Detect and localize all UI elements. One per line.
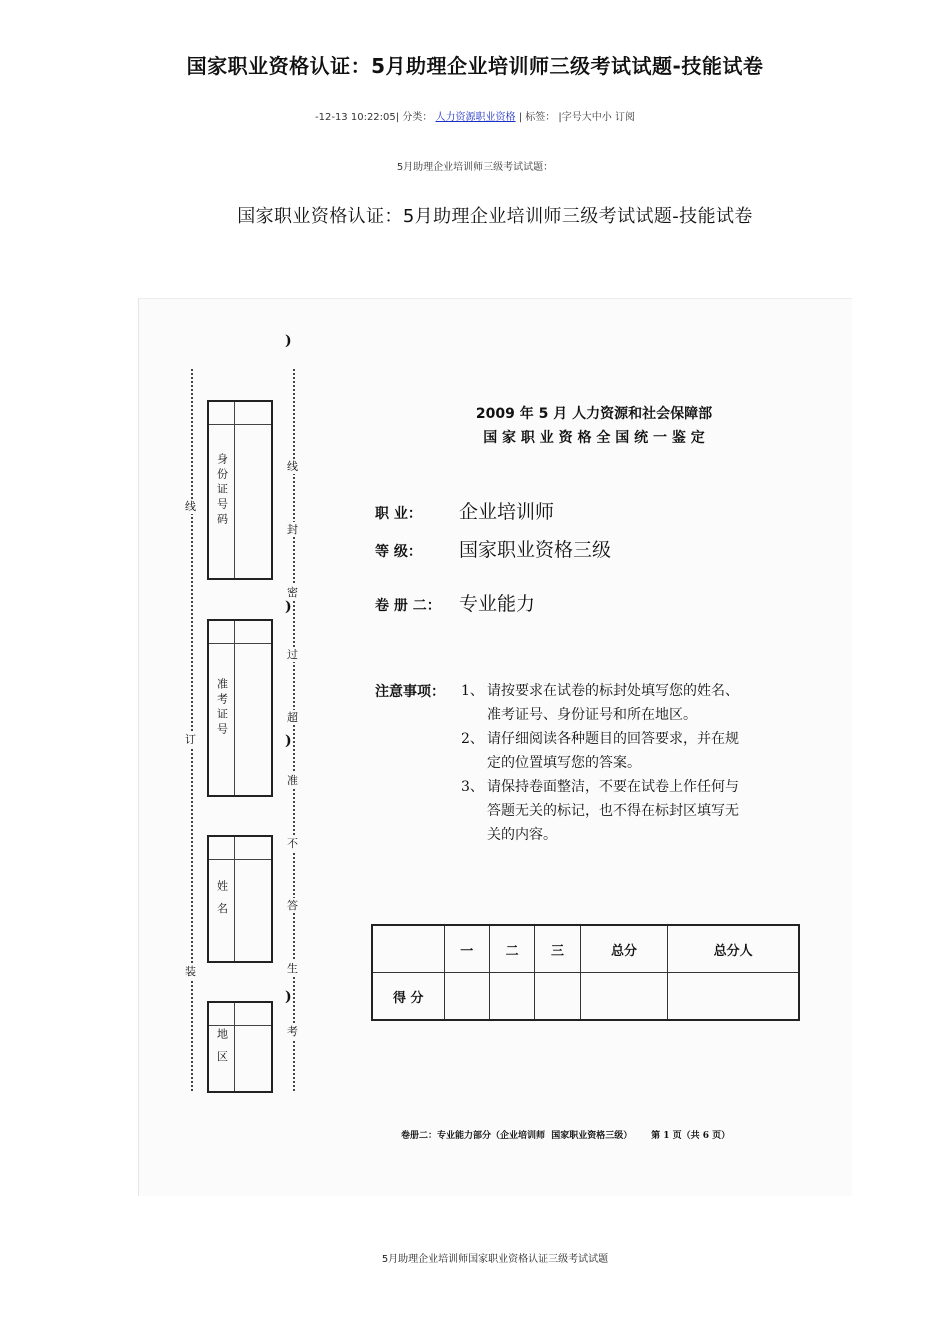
seal-char: 准 [287, 773, 298, 787]
notice-text: 关的内容。 [487, 827, 557, 843]
level-value: 国家职业资格三级 [459, 539, 612, 561]
meta-time: -12-13 10:22:05| [315, 112, 400, 123]
score-row-label: 得 分 [372, 973, 444, 1021]
exam-head-line2: 国 家 职 业 资 格 全 国 统 一 鉴 定 [483, 430, 705, 446]
article-meta [0, 108, 950, 123]
notice-item [461, 727, 805, 775]
seal-field-region [207, 1001, 273, 1093]
seal-char: 封 [287, 522, 298, 536]
occupation-row [375, 497, 554, 524]
notice-text: 定的位置填写您的答案。 [487, 755, 641, 771]
seal-char: 订 [185, 732, 196, 746]
seal-char: 装 [185, 965, 196, 978]
seal-field-label: 准考证号 [215, 678, 229, 738]
notice-text: 请保持卷面整洁，不要在试卷上作任何与 [487, 779, 739, 795]
article-subtitle: 5月助理企业培训师三级考试试题： [396, 162, 554, 173]
meta-category-label: 分类： [402, 112, 433, 123]
notice-item [461, 679, 805, 727]
footer-caption: 5月助理企业培训师国家职业资格认证三级考试试题 [381, 1254, 609, 1265]
seal-field-exam-number [207, 619, 273, 797]
seal-field-label: 身份证号码 [215, 452, 229, 528]
exam-page-scan [138, 298, 852, 1196]
seal-char: 生 [287, 962, 298, 976]
seal-char: 不 [287, 836, 298, 850]
binding-mark: ) [285, 599, 292, 615]
occupation-label: 职 业： [375, 506, 422, 522]
score-value-row [372, 973, 799, 1021]
exam-head-line1: 2009 年 5 月 人力资源和社会保障部 [475, 406, 713, 422]
score-header-cell: 总分人 [668, 925, 799, 973]
seal-char: 线 [185, 500, 196, 513]
score-cell [580, 973, 668, 1021]
meta-tags: | 标签： |字号大中小 订阅 [518, 112, 635, 123]
seal-char: 过 [287, 648, 298, 662]
seal-char: 密 [287, 585, 298, 599]
seal-field-name [207, 835, 273, 963]
score-cell [535, 973, 580, 1021]
notice-number: 2、 [461, 731, 484, 747]
occupation-value: 企业培训师 [459, 501, 555, 523]
category-link[interactable]: 人力资源职业资格 [435, 112, 516, 123]
seal-char: 线 [287, 460, 298, 473]
seal-field-label: 地 区 [215, 1028, 229, 1066]
binding-mark: ) [285, 333, 292, 349]
level-label: 等 级： [375, 544, 422, 560]
binding-mark: ) [285, 733, 292, 749]
notice-label: 注意事项： [375, 684, 445, 700]
notice-number: 3、 [461, 779, 484, 795]
volume-row [375, 589, 535, 616]
seal-field-label: 姓 名 [215, 880, 229, 918]
score-cell [668, 973, 799, 1021]
score-header-cell: 二 [489, 925, 534, 973]
score-cell [444, 973, 489, 1021]
volume-label: 卷 册 二： [375, 598, 441, 614]
score-header-row [372, 925, 799, 973]
seal-inner-chars [287, 459, 298, 1039]
notice-text: 请仔细阅读各种题目的回答要求，并在规 [487, 731, 739, 747]
notice-text: 准考证号、身份证号和所在地区。 [487, 707, 697, 723]
binding-mark: ) [285, 989, 292, 1005]
score-header-cell: 三 [535, 925, 580, 973]
notice-number: 1、 [461, 683, 484, 699]
seal-outer-chars [185, 499, 196, 979]
notice-item [461, 775, 805, 847]
level-row [375, 535, 611, 562]
score-header-cell: 一 [444, 925, 489, 973]
score-header-cell: 总分 [580, 925, 668, 973]
page-title: 国家职业资格认证：5月助理企业培训师三级考试试题-技能试卷 [186, 54, 764, 78]
score-header-cell [372, 925, 444, 973]
exam-page-footer: 卷册二：专业能力部分（企业培训师 国家职业资格三级） 第 1 页（共 6 页） [401, 1131, 731, 1141]
seal-field-id-number [207, 400, 273, 580]
seal-char: 答 [287, 899, 298, 913]
volume-value: 专业能力 [459, 593, 536, 615]
article-heading: 国家职业资格认证：5月助理企业培训师三级考试试题-技能试卷 [237, 206, 753, 227]
seal-char: 超 [287, 711, 298, 725]
score-table [371, 924, 800, 1021]
score-cell [489, 973, 534, 1021]
seal-char: 考 [287, 1024, 298, 1038]
notice-text: 答题无关的标记，也不得在标封区填写无 [487, 803, 739, 819]
notice-text: 请按要求在试卷的标封处填写您的姓名、 [487, 683, 739, 699]
